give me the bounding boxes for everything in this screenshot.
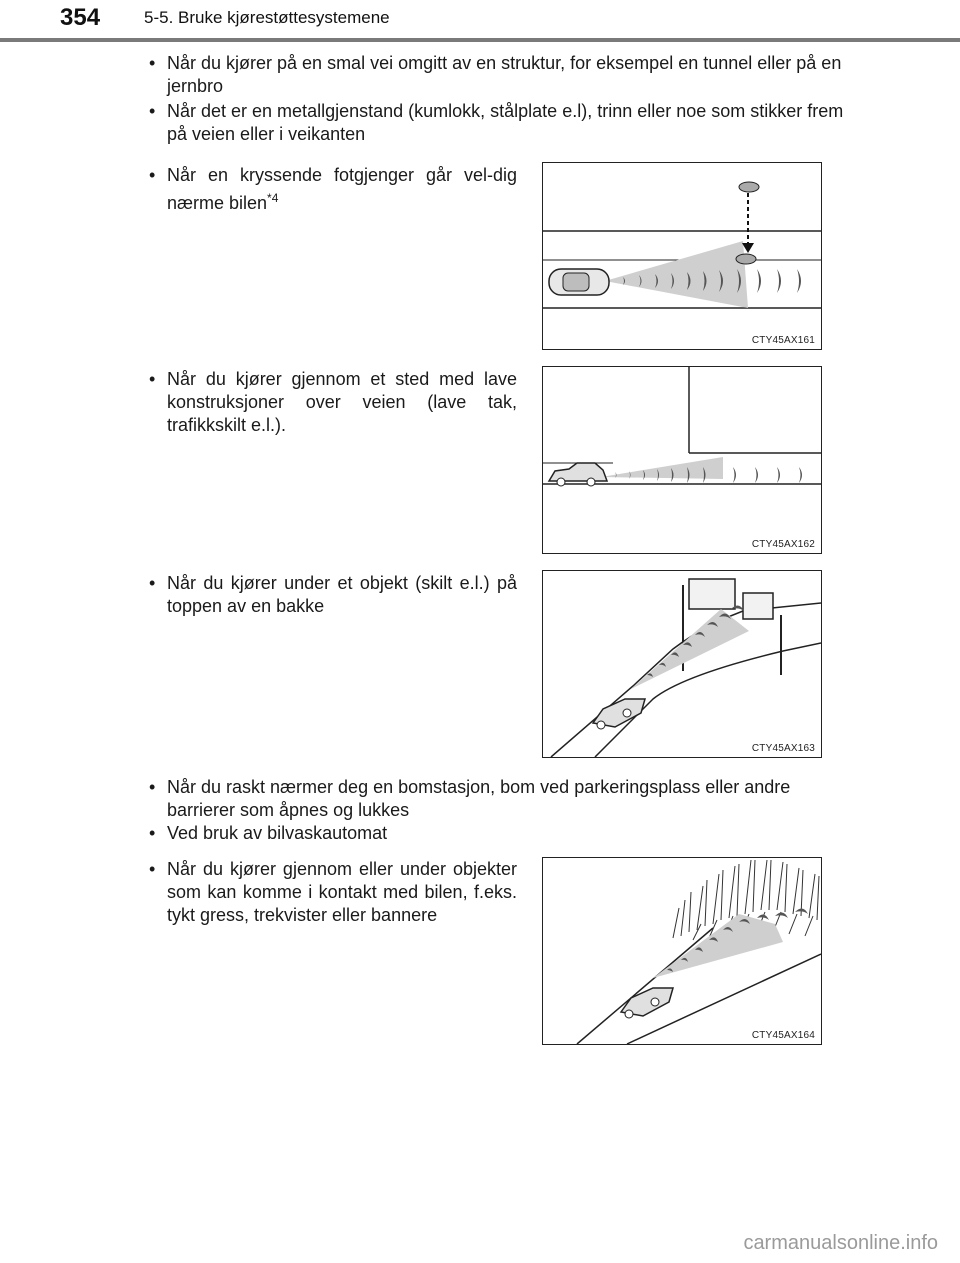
illustration-hill-sign [543,571,821,757]
illustration-low-structure [543,367,821,553]
figure-code: CTY45AX164 [751,1030,815,1041]
bullet-narrow-road: • Når du kjører på en smal vei omgitt av en struktur, for eksempel en tunnel eller på en jernbro [145,52,845,98]
bullet-pedestrian-text: Når en kryssende fotgjenger går vel-dig nærme bilen [167,165,517,213]
watermark: carmanualsonline.info [743,1232,938,1254]
figure-grass [542,857,822,1045]
figure-code: CTY45AX162 [751,539,815,550]
header-rule [0,38,960,42]
bullet-metal-object: • Når det er en metallgjenstand (kumlokk, stålplate e.l), trinn eller noe som stikker frem på veien eller i veikanten [145,100,845,146]
figure-hill-sign [542,570,822,758]
figure-low-structure [542,366,822,554]
bullet-contact-objects: • Når du kjører gjennom eller under objekter som kan komme i kontakt med bilen, f.eks. tykt gress, trekvister eller bannere [145,858,517,927]
bullet-car-wash: • Ved bruk av bilvaskautomat [145,822,845,845]
footnote-marker: *4 [267,191,279,205]
bullet-pedestrian [145,164,517,215]
illustration-pedestrian [543,163,821,349]
bullet-hill-sign: • Når du kjører under et objekt (skilt e.l.) på toppen av en bakke [145,572,517,618]
page-number: 354 [60,4,101,31]
section-title: 5-5. Bruke kjørestøttesystemene [144,8,390,27]
figure-pedestrian [542,162,822,350]
bullet-barrier: • Når du raskt nærmer deg en bomstasjon, bom ved parkeringsplass eller andre barrierer som åpnes og lukkes [145,776,845,822]
figure-code: CTY45AX163 [751,743,815,754]
bullet-low-structure: • Når du kjører gjennom et sted med lave konstruksjoner over veien (lave tak, trafikkskilt e.l.). [145,368,517,437]
illustration-grass [543,858,821,1044]
figure-code: CTY45AX161 [751,335,815,346]
